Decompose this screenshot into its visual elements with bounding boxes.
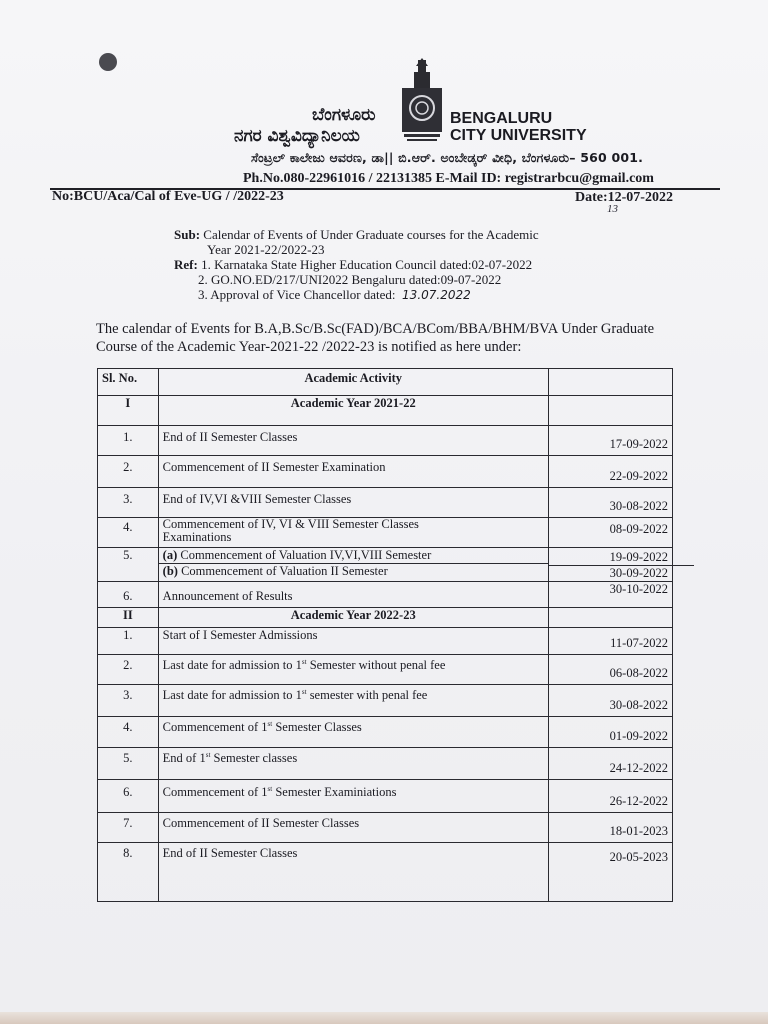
section-row-2022-23 — [98, 608, 673, 628]
table-row: 2. Last date for admission to 1st Semester without penal fee 06-08-2022 — [98, 655, 673, 685]
table-row: 7. Commencement of II Semester Classes 18-01-2023 — [98, 813, 673, 843]
address-kannada: ಸೆಂಟ್ರಲ್ ಕಾಲೇಜು ಆವರಣ, ಡಾ|| ಬಿ.ಆರ್. ಅಂಬೇಡ್ಕರ್ ವೀಧಿ, ಬೆಂಗಳೂರು– 560 001. — [251, 150, 644, 165]
ref-item-2: 2. GO.NO.ED/217/UNI2022 Bengaluru dated:09-07-2022 — [198, 272, 502, 287]
table-row: 4. Commencement of 1st Semester Classes 01-09-2022 — [98, 717, 673, 748]
ref-label: Ref: — [174, 257, 198, 272]
university-name-english-line2: CITY UNIVERSITY — [450, 127, 587, 144]
table-row: 1. Start of I Semester Admissions 11-07-2022 — [98, 628, 673, 655]
table-row: 6. Announcement of Results 30-10-2022 — [98, 582, 673, 608]
table-header-row — [98, 369, 673, 396]
calendar-of-events-table — [97, 368, 673, 902]
contact-line: Ph.No.080-22961016 / 22131385 E-Mail ID: registrarbcu@gmail.com — [243, 171, 654, 186]
letter-date: Date:12-07-2022 — [575, 190, 673, 205]
university-name-kannada-line2: ನಗರ ವಿಶ್ವವಿದ್ಯಾನಿಲಯ — [234, 126, 360, 146]
intro-paragraph: The calendar of Events for B.A,B.Sc/B.Sc(FAD)/BCA/BCom/BBA/BHM/BVA Under Graduate Course of the Academic Year-2021-22 /2022-23 is notified as here under: — [96, 321, 655, 355]
section-number: I — [98, 396, 159, 426]
university-logo-icon — [398, 58, 446, 144]
handwritten-date-correction: 13 — [607, 203, 618, 215]
subject-reference-block — [174, 227, 539, 303]
table-row: 5. End of 1st Semester classes 24-12-2022 — [98, 748, 673, 780]
section-title: Academic Year 2022-23 — [158, 608, 548, 628]
section-number: II — [98, 608, 159, 628]
subject-line2: Year 2021-22/2022-23 — [207, 242, 325, 257]
ref-item-1: 1. Karnataka State Higher Education Council dated:02-07-2022 — [201, 257, 533, 272]
university-name-english-line1: BENGALURU — [450, 110, 553, 127]
punch-hole — [99, 53, 117, 71]
scan-bottom-edge — [0, 1012, 768, 1024]
section-title: Academic Year 2021-22 — [158, 396, 548, 426]
handwritten-approval-date: 13.07.2022 — [402, 288, 471, 302]
table-row-valuation: 5. (a) Commencement of Valuation IV,VI,VIII Semester (b) Commencement of Valuation II Semester 19-09-2022 30-09-2022 — [98, 548, 673, 582]
subject-line1: Calendar of Events of Under Graduate courses for the Academic — [203, 227, 539, 242]
university-name-kannada-line1: ಬೆಂಗಳೂರು — [312, 105, 376, 125]
ref-item-3: 3. Approval of Vice Chancellor dated: — [198, 287, 396, 302]
reference-number: No:BCU/Aca/Cal of Eve-UG / /2022-23 — [52, 189, 284, 204]
table-row: 1. End of II Semester Classes 17-09-2022 — [98, 426, 673, 456]
table-row: 4. Commencement of IV, VI & VIII Semester Classes Examinations 08-09-2022 — [98, 518, 673, 548]
table-row: 2. Commencement of II Semester Examination 22-09-2022 — [98, 456, 673, 488]
header-academic-activity: Academic Activity — [158, 369, 548, 396]
subject-label: Sub: — [174, 227, 201, 242]
header-sl-no: Sl. No. — [98, 369, 159, 396]
section-row-2021-22 — [98, 396, 673, 426]
table-row: 6. Commencement of 1st Semester Examiniations 26-12-2022 — [98, 780, 673, 813]
header-date — [548, 369, 672, 396]
table-row: 3. End of IV,VI &VIII Semester Classes 30-08-2022 — [98, 488, 673, 518]
table-row: 3. Last date for admission to 1st semester with penal fee 30-08-2022 — [98, 685, 673, 717]
table-row: 8. End of II Semester Classes 20-05-2023 — [98, 843, 673, 902]
